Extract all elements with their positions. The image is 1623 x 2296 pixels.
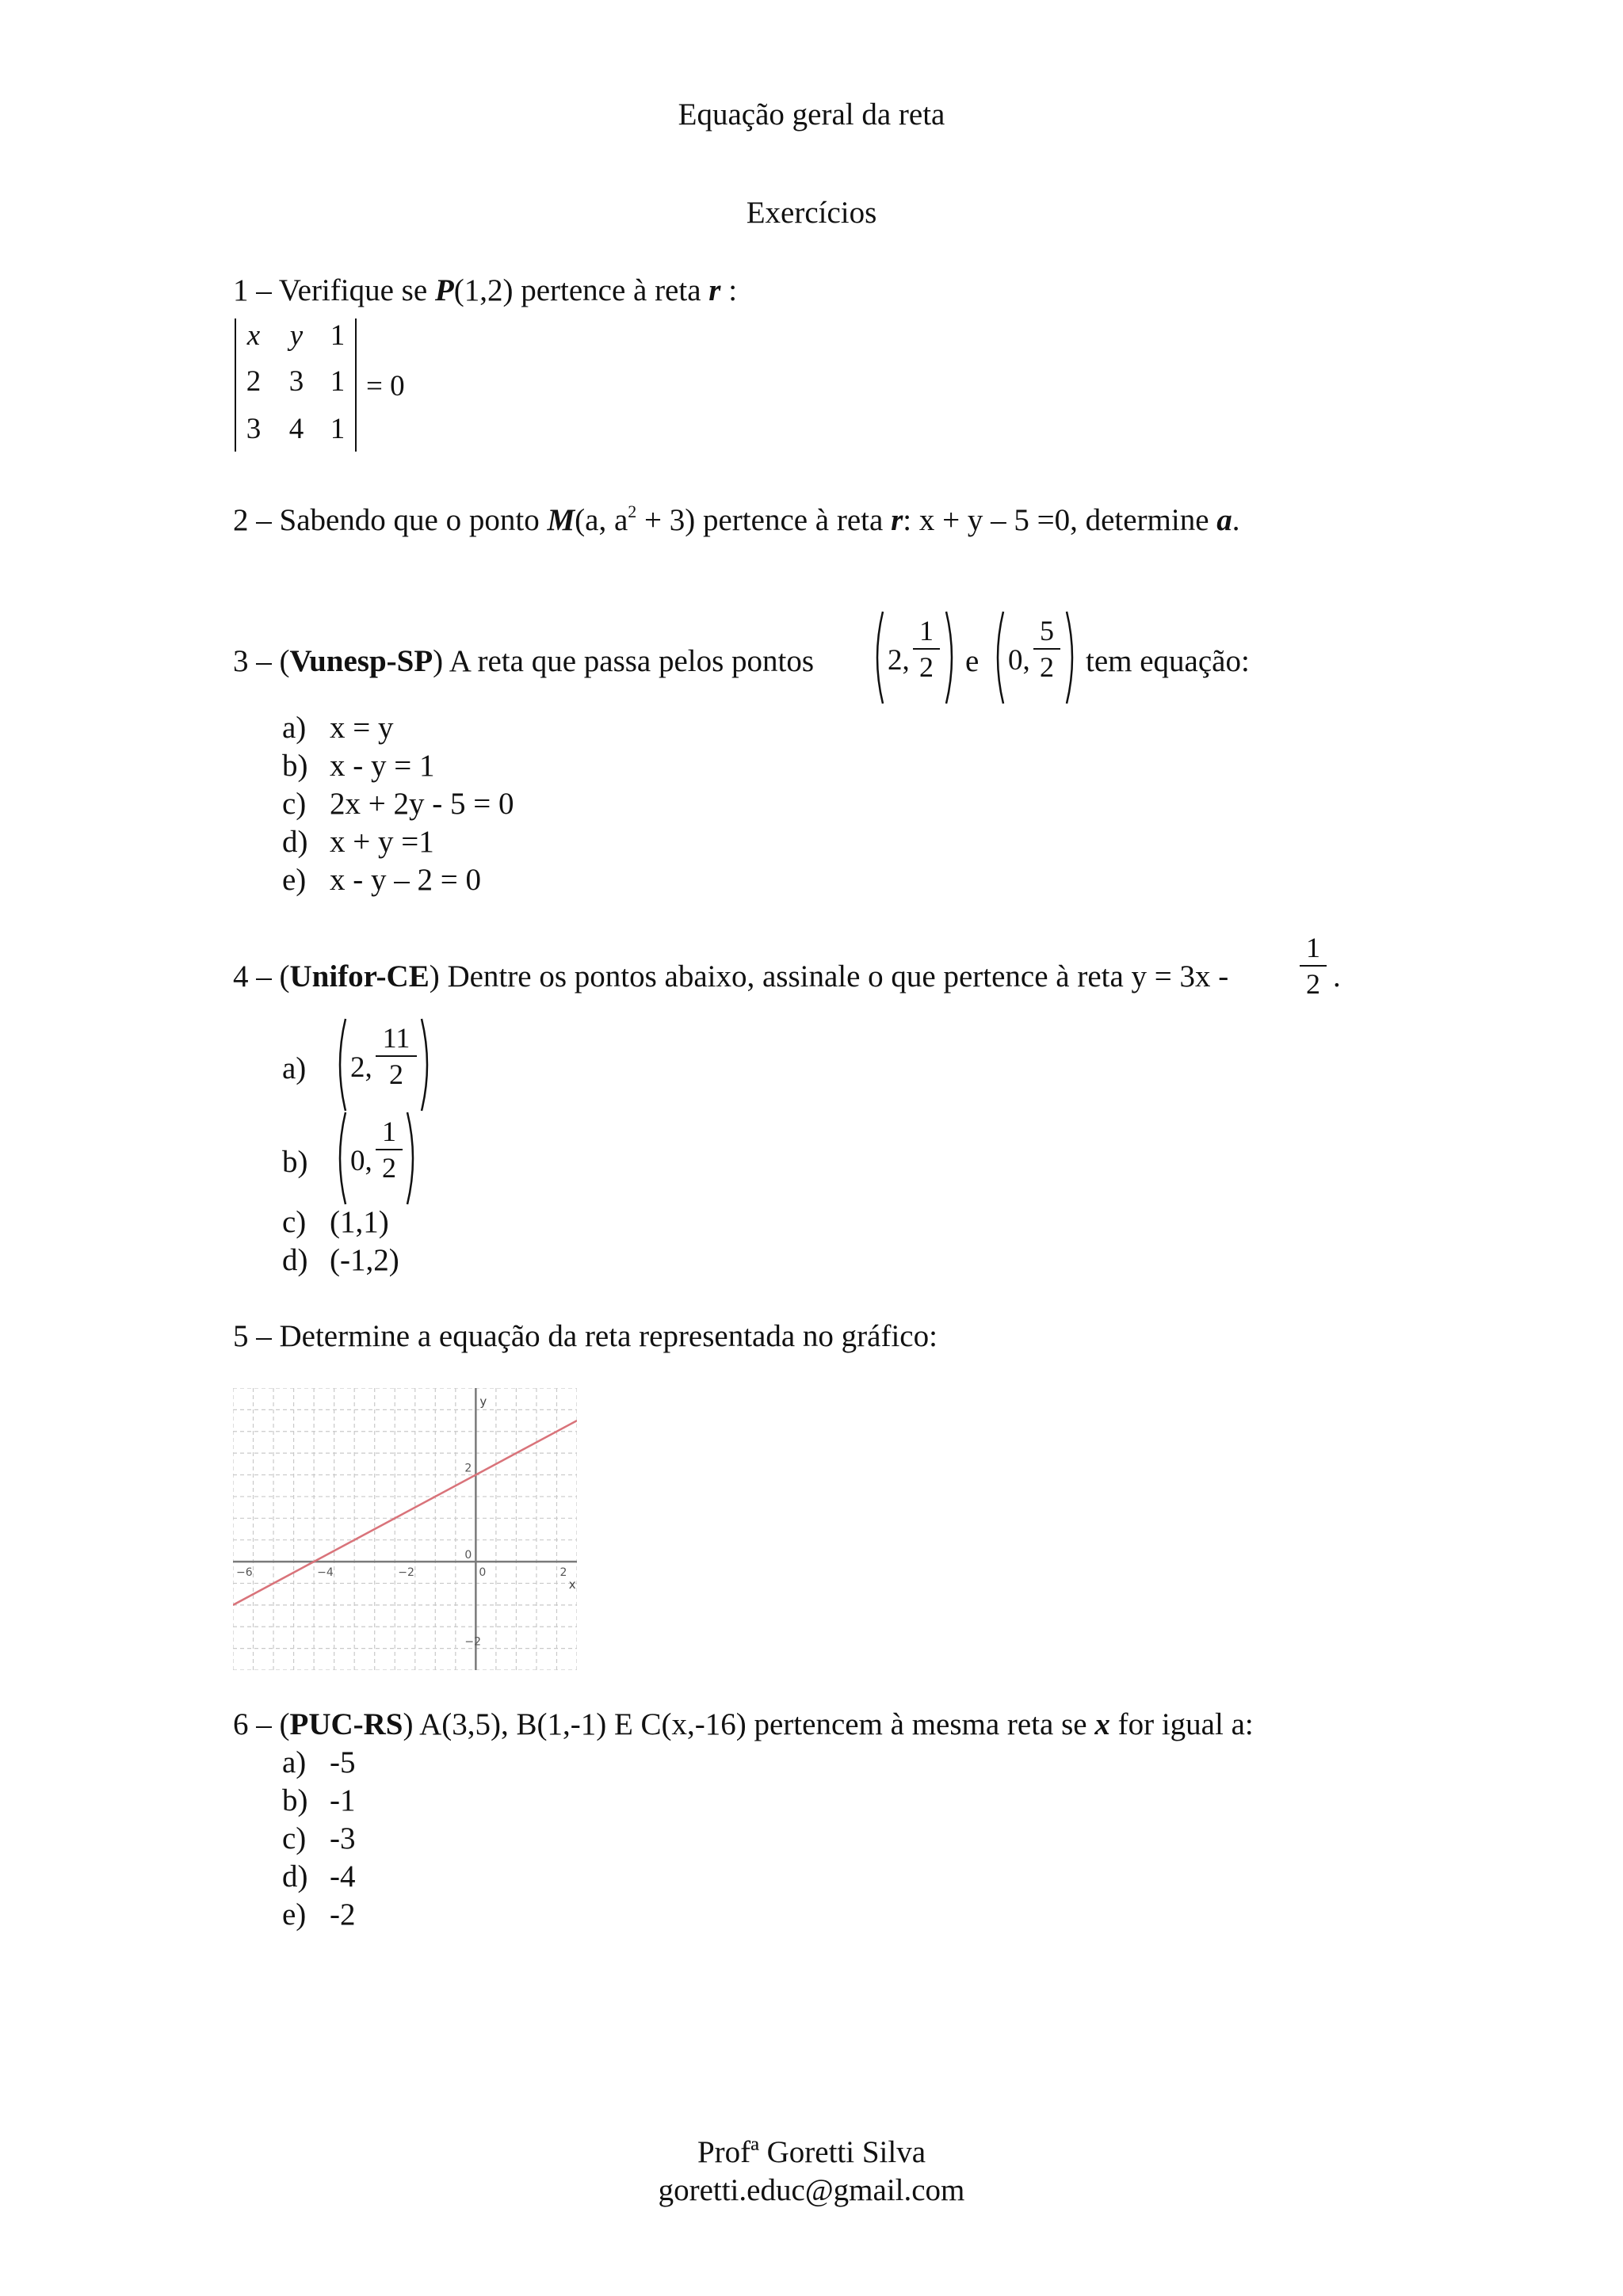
q6-option-b: [282, 1783, 356, 1820]
q4-end: .: [1333, 959, 1341, 994]
option-letter: e): [282, 1897, 307, 1932]
fraction-denominator: 2: [382, 1152, 396, 1184]
q4-option-a-fraction: [376, 1022, 417, 1090]
q6-text: ) A(3,5), B(1,-1) E C(x,-16) pertencem à mesma reta se: [403, 1707, 1095, 1741]
matrix-cell: 2: [246, 365, 262, 398]
matrix-cell: 1: [330, 413, 346, 445]
left-paren-icon: [333, 1017, 349, 1112]
footer-email: goretti.educ@gmail.com: [658, 2173, 965, 2207]
fraction-bar: [913, 648, 940, 650]
question-2-text: [233, 502, 1240, 540]
fraction-numerator: 1: [919, 615, 934, 646]
fraction-numerator: 11: [382, 1022, 411, 1054]
q3-tail: tem equação:: [1086, 644, 1250, 678]
left-paren-icon: [991, 610, 1006, 705]
y-axis-label: y: [479, 1394, 487, 1409]
q2-exponent: 2: [628, 502, 637, 521]
right-paren-icon: [404, 1111, 420, 1206]
x-tick-label: 2: [559, 1566, 567, 1580]
matrix-cell: 3: [246, 413, 262, 445]
q4-option-a-int: 2,: [350, 1051, 372, 1084]
document-subtitle: Exercícios: [746, 196, 877, 230]
q4-option-b-int: 0,: [350, 1145, 372, 1177]
option-letter: a): [282, 711, 307, 745]
q4-option-d: [282, 1242, 399, 1280]
q3-point2-fraction: [1033, 615, 1060, 683]
question-1-text: [233, 273, 737, 310]
q1-coords: (1,2) pertence à reta: [453, 273, 709, 307]
option-text: x - y = 1: [330, 749, 435, 783]
question-6-text: [233, 1707, 1254, 1744]
option-letter: a): [282, 1745, 307, 1779]
option-text: x - y – 2 = 0: [330, 863, 481, 897]
q1-suffix: :: [720, 273, 738, 307]
option-letter: c): [282, 1821, 307, 1855]
q4-text: ) Dentre os pontos abaixo, assinale o que pertence à reta y = 3x -: [429, 959, 1229, 994]
fraction-numerator: 1: [382, 1116, 396, 1147]
left-paren-icon: [333, 1111, 349, 1206]
determinant-equals: = 0: [366, 370, 405, 402]
matrix-cell: 4: [288, 413, 304, 445]
matrix-cell: 1: [330, 319, 346, 352]
q1-point: P: [434, 273, 454, 307]
right-paren-icon: [1064, 610, 1079, 705]
q3-point2-int: 0,: [1008, 644, 1030, 677]
q4-option-b-fraction: [376, 1116, 403, 1184]
right-paren-icon: [943, 610, 959, 705]
y-tick-label: −2: [464, 1635, 481, 1649]
q3-option-d: [282, 824, 434, 861]
option-letter: c): [282, 1205, 307, 1239]
q3-point1-int: 2,: [888, 644, 910, 677]
q4-number: 4 – (: [233, 959, 290, 994]
option-letter: e): [282, 863, 307, 897]
option-text: -5: [330, 1745, 356, 1779]
matrix-cell: 3: [288, 365, 304, 398]
option-text: (1,1): [330, 1205, 389, 1239]
q3-connector: e: [965, 644, 980, 678]
q2-coord-b: + 3) pertence à reta: [636, 503, 892, 537]
fraction-denominator: 2: [1040, 651, 1054, 683]
fraction-numerator: 1: [1306, 932, 1320, 963]
matrix-cell: 1: [330, 365, 346, 398]
fraction-bar: [1300, 965, 1327, 967]
question-3-text: [233, 643, 814, 681]
option-text: -2: [330, 1897, 356, 1932]
option-letter: d): [282, 1243, 308, 1277]
determinant-matrix: [235, 318, 357, 452]
y-tick-label: 0: [464, 1549, 472, 1562]
q6-source: PUC-RS: [289, 1707, 403, 1741]
q4-option-c: [282, 1204, 389, 1241]
q2-point: M: [547, 503, 575, 537]
q2-variable: a: [1216, 503, 1232, 537]
q3-text: ) A reta que passa pelos pontos: [433, 644, 815, 678]
fraction-bar: [1033, 648, 1060, 650]
q4-option-b-letter: b): [282, 1145, 308, 1179]
q2-end: .: [1232, 503, 1240, 537]
option-letter: d): [282, 825, 308, 859]
question-5-text: 5 – Determine a equação da reta representada no gráfico:: [233, 1319, 938, 1353]
q3-source: Vunesp-SP: [289, 644, 433, 678]
option-letter: c): [282, 787, 307, 821]
x-axis-label: x: [568, 1577, 576, 1592]
q2-line: r: [891, 503, 903, 537]
option-text: 2x + 2y - 5 = 0: [330, 787, 514, 821]
q2-coord-a: (a, a: [575, 503, 628, 537]
y-tick-label: 2: [464, 1462, 472, 1475]
option-text: -1: [330, 1783, 356, 1817]
q3-number: 3 – (: [233, 644, 290, 678]
q1-line: r: [708, 273, 721, 307]
q1-prefix: 1 – Verifique se: [233, 273, 435, 307]
option-text: x = y: [330, 711, 394, 745]
left-paren-icon: [870, 610, 886, 705]
right-paren-icon: [418, 1017, 434, 1112]
fraction-bar: [376, 1149, 403, 1150]
fraction-denominator: 2: [919, 651, 934, 683]
q3-option-e: [282, 862, 481, 899]
q3-option-b: [282, 748, 434, 785]
q6-variable: x: [1094, 1707, 1110, 1741]
q6-option-a: [282, 1745, 356, 1782]
fraction-numerator: 5: [1040, 615, 1054, 646]
x-tick-label: 0: [479, 1566, 487, 1580]
q6-number: 6 – (: [233, 1707, 290, 1741]
fraction-denominator: 2: [389, 1058, 403, 1090]
option-text: (-1,2): [330, 1243, 399, 1277]
option-text: -3: [330, 1821, 356, 1855]
fraction-denominator: 2: [1306, 968, 1320, 1000]
q4-source: Unifor-CE: [289, 959, 430, 994]
q3-point1-fraction: [913, 615, 940, 683]
q6-option-c: [282, 1821, 356, 1858]
x-tick-label: −6: [236, 1566, 253, 1580]
question-4-text: [233, 959, 1228, 996]
matrix-cell: x: [246, 319, 261, 352]
document-title: Equação geral da reta: [678, 97, 945, 132]
option-letter: b): [282, 749, 308, 783]
q4-option-a-letter: a): [282, 1051, 307, 1085]
matrix-cell: y: [289, 319, 304, 352]
option-letter: d): [282, 1859, 308, 1894]
q6-option-e: [282, 1897, 356, 1934]
q3-option-a: [282, 710, 394, 747]
x-tick-label: −2: [398, 1566, 414, 1580]
q2-prefix: 2 – Sabendo que o ponto: [233, 503, 548, 537]
line-graph: [233, 1388, 577, 1670]
fraction-bar: [376, 1055, 417, 1057]
x-tick-label: −4: [317, 1566, 334, 1580]
option-text: x + y =1: [330, 825, 434, 859]
q4-fraction: [1300, 932, 1327, 1000]
q6-option-d: [282, 1859, 356, 1896]
q6-tail: for igual a:: [1109, 1707, 1254, 1741]
option-letter: b): [282, 1783, 308, 1817]
option-text: -4: [330, 1859, 356, 1894]
q2-equation: : x + y – 5 =0, determine: [903, 503, 1217, 537]
footer-author: Profª Goretti Silva: [697, 2135, 926, 2169]
q3-option-c: [282, 786, 514, 823]
